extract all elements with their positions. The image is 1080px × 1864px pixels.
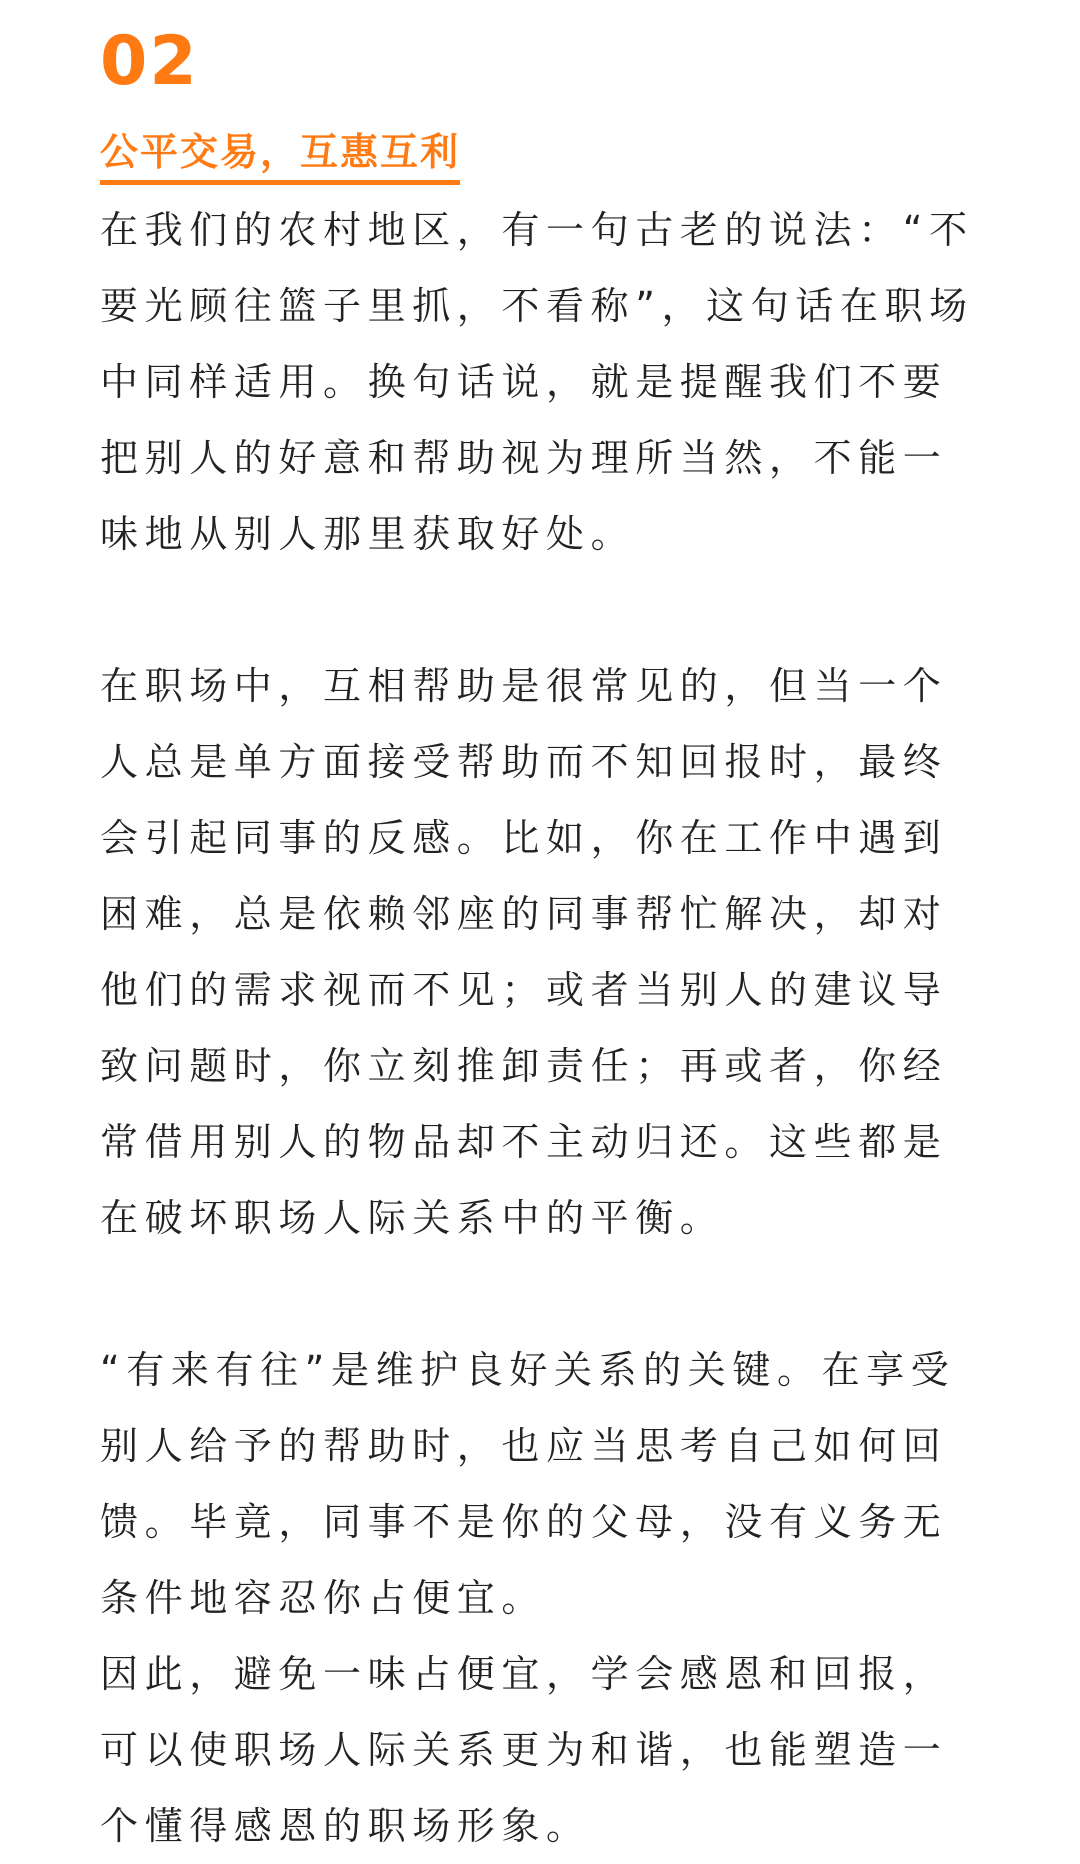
paragraph-4: 因此，避免一味占便宜，学会感恩和回报，可以使职场人际关系更为和谐，也能塑造一个懂得感恩的职场形象。	[100, 1652, 948, 1848]
section-title-container	[100, 128, 980, 190]
article	[100, 0, 980, 1864]
paragraph-3: “有来有往”是维护良好关系的关键。在享受别人给予的帮助时，也应当思考自己如何回馈。毕竟，同事不是你的父母，没有义务无条件地容忍你占便宜。	[100, 1348, 956, 1620]
section-number: 02	[100, 22, 199, 101]
paragraph-2: 在职场中，互相帮助是很常见的，但当一个人总是单方面接受帮助而不知回报时，最终会引起同事的反感。比如，你在工作中遇到困难，总是依赖邻座的同事帮忙解决，却对他们的需求视而不见；或者当别人的建议导致问题时，你立刻推卸责任；再或者，你经常借用别人的物品却不主动归还。这些都是在破坏职场人际关系中的平衡。	[100, 664, 948, 1240]
paragraph-1: 在我们的农村地区，有一句古老的说法：“不要光顾往篮子里抓，不看称”，这句话在职场中同样适用。换句话说，就是提醒我们不要把别人的好意和帮助视为理所当然，不能一味地从别人那里获取好处。	[100, 208, 974, 556]
section-title: 公平交易，互惠互利	[100, 128, 460, 185]
